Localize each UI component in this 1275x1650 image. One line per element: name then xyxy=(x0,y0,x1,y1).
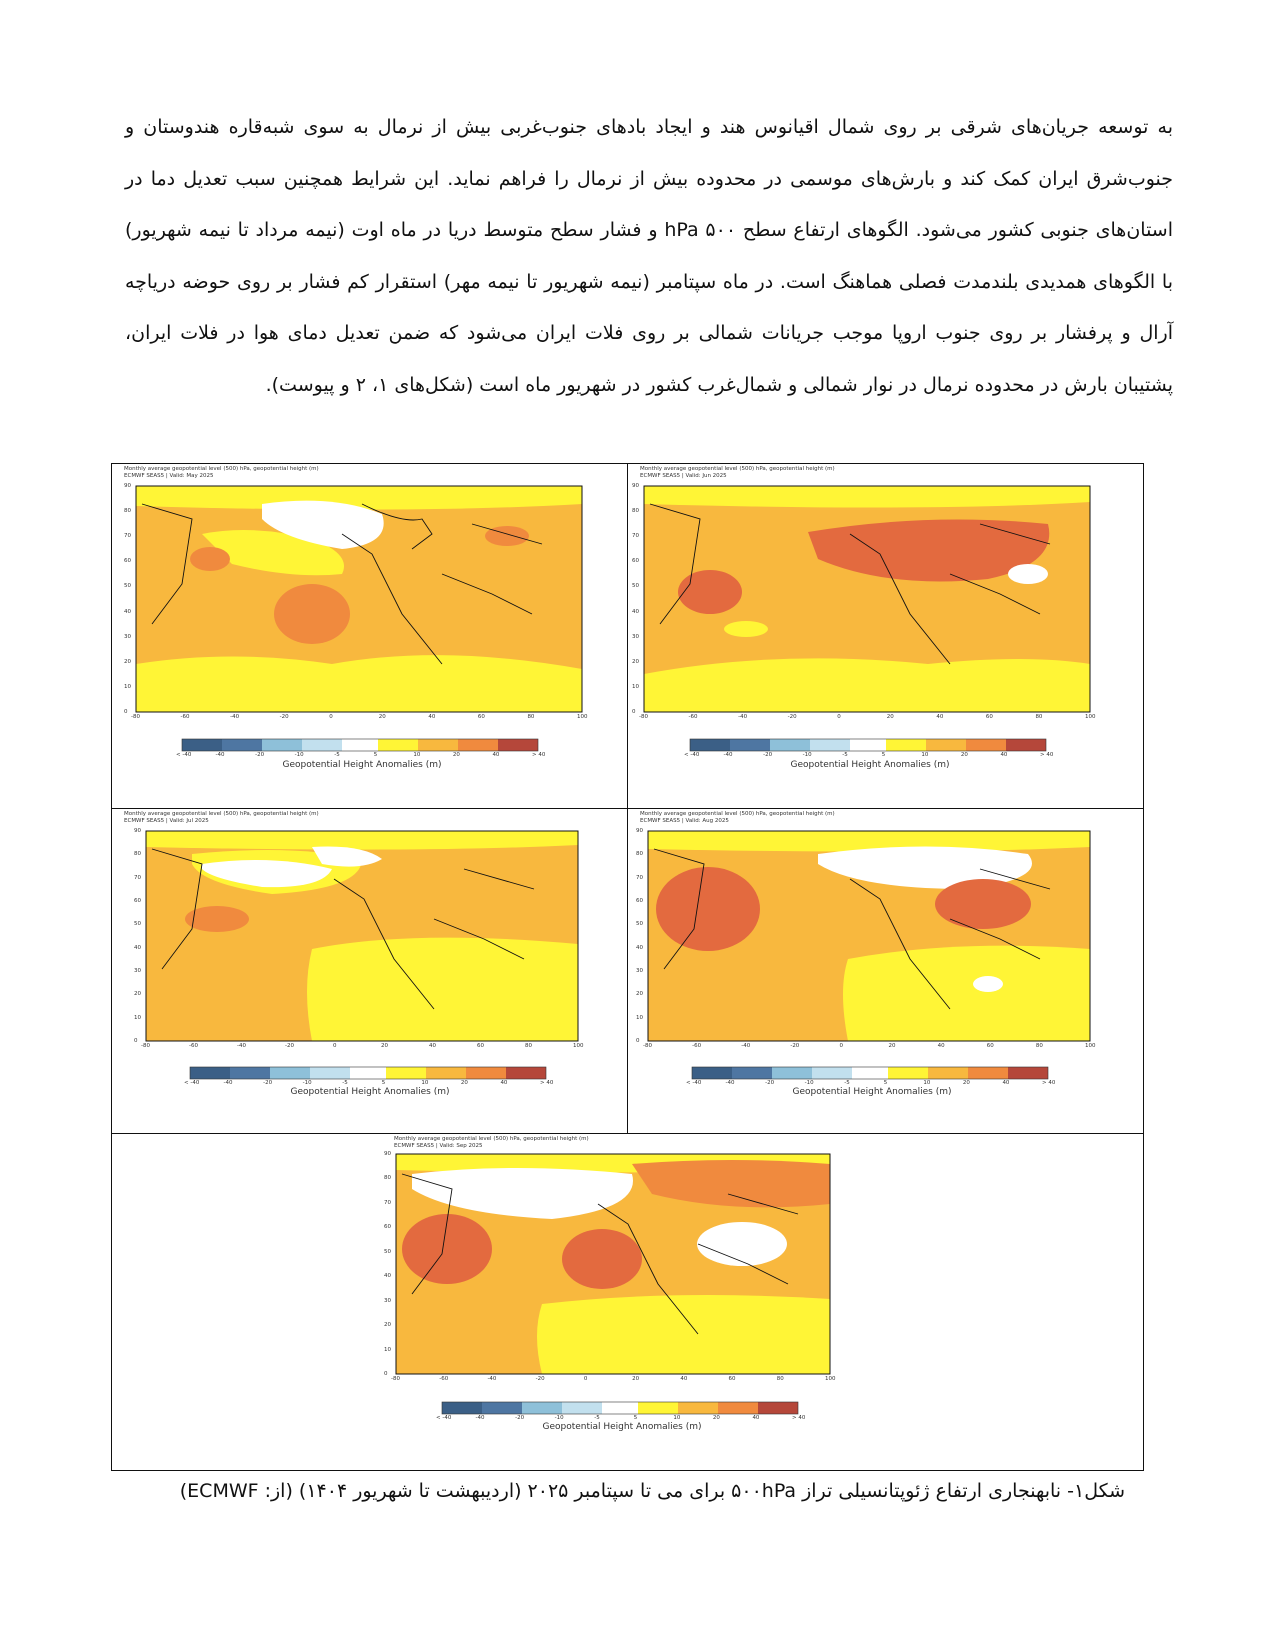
x-tick-label: 0 xyxy=(583,1376,588,1382)
legend-tick-label: -20 xyxy=(255,752,265,758)
y-tick-label: 20 xyxy=(124,658,131,665)
body-paragraph: به توسعه جریان‌های شرقی بر روی شمال اقیانوس هند و ایجاد بادهای جنوب‌غربی بیش از نرمال به سوی شبه‌قاره هندوستان و جنوب‌شرق ایران کمک کند و بارش‌های موسمی در محدوده بیش از نرمال را فراهم نماید. این شرایط همچنین سبب تعدیل دما در استان‌های جنوبی کشور می‌شود. الگوهای ارتفاع سطح ۵۰۰ hPa و فشار سطح متوسط دریا در ماه اوت (نیمه مرداد تا نیمه شهریور) با الگوهای همدیدی بلندمدت فصلی هماهنگ است. در ماه سپتامبر (نیمه شهریور تا نیمه مهر) استقرار کم فشار بر روی حوضه دریاچه آرال و پرفشار بر روی جنوب اروپا موجب جریانات شمالی بر روی فلات ایران می‌شود که ضمن تعدیل دمای هوا در فلات ایران، پشتیبان بارش در محدوده نرمال در نوار شمالی و شمال‌غرب کشور در شهریور ماه است (شکل‌های ۱، ۲ و پیوست). xyxy=(125,116,1174,396)
legend-tick-label: 5 xyxy=(883,1080,888,1086)
legend-tick-label: 10 xyxy=(921,752,929,758)
y-tick-label: 10 xyxy=(632,683,639,690)
legend-tick-label: -5 xyxy=(342,1080,348,1086)
x-tick-label: -40 xyxy=(738,714,748,720)
y-tick-label: 80 xyxy=(632,508,639,515)
panel-subtitle: ECMWF SEAS5 | Valid: May 2025 xyxy=(124,473,214,479)
legend-tick-label: 5 xyxy=(381,1080,386,1086)
figure-caption: شکل۱- نابهنجاری ارتفاع ژئوپتانسیلی تراز ۵۰۰hPa برای می تا سپتامبر ۲۰۲۵ (اردیبهشت تا شهریور ۱۴۰۴) (از: ECMWF) xyxy=(179,1480,1125,1502)
y-tick-label: 30 xyxy=(636,968,643,974)
legend-tick-label: < -40 xyxy=(686,1080,702,1086)
color-legend-bar xyxy=(690,739,1046,751)
panel-subtitle: ECMWF SEAS5 | Valid: Aug 2025 xyxy=(640,818,729,824)
y-tick-label: 40 xyxy=(134,944,141,951)
legend-tick-label: 20 xyxy=(962,1080,970,1086)
legend-tick-label: 20 xyxy=(960,752,968,758)
legend-tick-label: -5 xyxy=(594,1415,600,1421)
x-tick-label: 20 xyxy=(632,1376,640,1382)
y-tick-label: 50 xyxy=(632,583,639,590)
x-tick-label: 40 xyxy=(429,1043,436,1049)
legend-tick-label: -20 xyxy=(263,1080,273,1086)
color-legend-bar xyxy=(190,1067,546,1079)
panel-subtitle: ECMWF SEAS5 | Valid: Jun 2025 xyxy=(640,473,727,479)
y-tick-label: 40 xyxy=(384,1273,391,1280)
legend-tick-label: 40 xyxy=(492,752,500,758)
legend-tick-label: 10 xyxy=(413,752,421,758)
y-tick-label: 0 xyxy=(632,709,636,715)
map-panel-july xyxy=(112,809,628,1134)
y-tick-label: 0 xyxy=(124,709,128,715)
x-tick-label: 80 xyxy=(525,1043,532,1049)
x-tick-label: -20 xyxy=(285,1043,294,1049)
y-tick-label: 60 xyxy=(134,898,141,904)
legend-tick-label: 40 xyxy=(500,1080,508,1086)
legend-tick-label: -5 xyxy=(334,752,340,758)
x-tick-label: -20 xyxy=(535,1376,545,1382)
y-tick-label: 70 xyxy=(632,533,639,540)
x-tick-label: 20 xyxy=(886,714,894,720)
legend-tick-label: -10 xyxy=(554,1415,564,1421)
x-tick-label: -20 xyxy=(279,714,289,720)
x-tick-label: 60 xyxy=(477,1043,484,1049)
y-tick-label: 70 xyxy=(384,1199,391,1206)
legend-tick-label: 20 xyxy=(712,1415,720,1421)
x-tick-label: 80 xyxy=(1035,1043,1043,1049)
y-tick-label: 80 xyxy=(636,851,643,858)
x-tick-label: 40 xyxy=(428,714,436,720)
x-tick-label: 0 xyxy=(837,714,841,720)
legend-label: Geopotential Height Anomalies (m) xyxy=(792,1087,952,1097)
panel-title: Monthly average geopotential level (500) hPa, geopotential height (m) xyxy=(124,466,319,472)
color-legend-bar xyxy=(692,1067,1048,1079)
legend-tick-label: 5 xyxy=(633,1415,638,1421)
legend-tick-label: < -40 xyxy=(184,1080,200,1086)
x-tick-label: -40 xyxy=(237,1043,246,1049)
anomaly-map xyxy=(112,1134,1143,1470)
panel-subtitle: ECMWF SEAS5 | Valid: Jul 2025 xyxy=(124,818,209,824)
y-tick-label: 50 xyxy=(124,583,131,590)
x-tick-label: -80 xyxy=(141,1043,150,1049)
x-tick-label: 60 xyxy=(728,1376,736,1382)
color-legend-bar xyxy=(442,1402,798,1414)
x-tick-label: 100 xyxy=(825,1376,836,1382)
legend-tick-label: 10 xyxy=(673,1415,681,1421)
x-tick-label: -40 xyxy=(230,714,240,720)
y-tick-label: 30 xyxy=(124,633,131,640)
map-panel-september xyxy=(112,1134,1143,1470)
x-tick-label: -20 xyxy=(790,1043,800,1049)
x-tick-label: -60 xyxy=(692,1043,702,1049)
y-tick-label: 70 xyxy=(124,533,131,540)
x-tick-label: -80 xyxy=(639,714,648,720)
x-tick-label: 0 xyxy=(333,1043,337,1049)
legend-tick-label: > 40 xyxy=(792,1415,806,1421)
legend-tick-label: -40 xyxy=(723,752,733,758)
map-panel-august xyxy=(628,809,1143,1134)
x-tick-label: -40 xyxy=(741,1043,751,1049)
y-tick-label: 80 xyxy=(124,508,131,515)
y-tick-label: 10 xyxy=(134,1014,141,1021)
y-tick-label: 30 xyxy=(384,1297,391,1304)
legend-tick-label: < -40 xyxy=(436,1415,452,1421)
legend-tick-label: -10 xyxy=(802,752,812,758)
figure-grid xyxy=(111,463,1144,1471)
y-tick-label: 80 xyxy=(134,851,141,858)
legend-label: Geopotential Height Anomalies (m) xyxy=(290,1087,450,1097)
legend-tick-label: -20 xyxy=(763,752,773,758)
legend-tick-label: -20 xyxy=(765,1080,775,1086)
legend-tick-label: > 40 xyxy=(1040,752,1054,758)
y-tick-label: 40 xyxy=(124,608,131,615)
x-tick-label: -60 xyxy=(439,1376,449,1382)
legend-tick-label: -40 xyxy=(725,1080,735,1086)
legend-tick-label: -40 xyxy=(223,1080,233,1086)
legend-tick-label: 40 xyxy=(1002,1080,1010,1086)
y-tick-label: 10 xyxy=(124,683,131,690)
y-tick-label: 90 xyxy=(124,483,131,489)
x-tick-label: 20 xyxy=(381,1043,388,1049)
y-tick-label: 0 xyxy=(384,1371,388,1377)
x-tick-label: -60 xyxy=(180,714,190,720)
y-tick-label: 0 xyxy=(134,1038,138,1044)
y-tick-label: 10 xyxy=(384,1346,391,1353)
legend-tick-label: -20 xyxy=(515,1415,525,1421)
y-tick-label: 60 xyxy=(384,1224,391,1231)
map-panel-may xyxy=(112,464,628,809)
y-tick-label: 20 xyxy=(384,1322,391,1329)
panel-subtitle: ECMWF SEAS5 | Valid: Sep 2025 xyxy=(394,1143,483,1149)
legend-tick-label: 40 xyxy=(1000,752,1008,758)
legend-tick-label: 20 xyxy=(452,752,460,758)
legend-tick-label: > 40 xyxy=(532,752,546,758)
legend-tick-label: < -40 xyxy=(176,752,192,758)
x-tick-label: -20 xyxy=(787,714,797,720)
x-tick-label: 40 xyxy=(680,1376,688,1382)
y-tick-label: 20 xyxy=(636,991,643,998)
panel-title: Monthly average geopotential level (500) hPa, geopotential height (m) xyxy=(640,466,835,472)
y-tick-label: 30 xyxy=(632,633,639,640)
x-tick-label: 20 xyxy=(888,1043,896,1049)
map-panel-june xyxy=(628,464,1143,809)
legend-tick-label: > 40 xyxy=(540,1080,554,1086)
y-tick-label: 40 xyxy=(632,608,639,615)
legend-tick-label: 40 xyxy=(752,1415,760,1421)
legend-tick-label: -40 xyxy=(215,752,225,758)
x-tick-label: 60 xyxy=(985,714,993,720)
legend-label: Geopotential Height Anomalies (m) xyxy=(282,760,442,770)
legend-tick-label: -40 xyxy=(475,1415,485,1421)
legend-label: Geopotential Height Anomalies (m) xyxy=(790,760,950,770)
panel-title: Monthly average geopotential level (500) hPa, geopotential height (m) xyxy=(124,811,319,817)
legend-tick-label: -5 xyxy=(844,1080,850,1086)
legend-tick-label: -5 xyxy=(842,752,848,758)
y-tick-label: 0 xyxy=(636,1038,640,1044)
y-tick-label: 70 xyxy=(636,874,643,881)
x-tick-label: -80 xyxy=(391,1376,400,1382)
legend-tick-label: -10 xyxy=(804,1080,814,1086)
y-tick-label: 30 xyxy=(134,968,141,974)
y-tick-label: 60 xyxy=(124,558,131,565)
y-tick-label: 90 xyxy=(632,483,639,489)
y-tick-label: 70 xyxy=(134,874,141,881)
panel-title: Monthly average geopotential level (500) hPa, geopotential height (m) xyxy=(394,1136,589,1142)
y-tick-label: 20 xyxy=(632,658,639,665)
y-tick-label: 90 xyxy=(134,828,141,834)
legend-tick-label: > 40 xyxy=(1042,1080,1056,1086)
x-tick-label: 100 xyxy=(577,714,588,720)
x-tick-label: -40 xyxy=(487,1376,497,1382)
y-tick-label: 80 xyxy=(384,1175,391,1182)
x-tick-label: 80 xyxy=(776,1376,784,1382)
panel-title: Monthly average geopotential level (500) hPa, geopotential height (m) xyxy=(640,811,835,817)
x-tick-label: 100 xyxy=(573,1043,584,1049)
x-tick-label: 60 xyxy=(477,714,485,720)
legend-tick-label: 10 xyxy=(923,1080,931,1086)
legend-tick-label: 5 xyxy=(881,752,886,758)
x-tick-label: 0 xyxy=(329,714,333,720)
x-tick-label: 20 xyxy=(378,714,386,720)
y-tick-label: 90 xyxy=(384,1151,391,1157)
legend-label: Geopotential Height Anomalies (m) xyxy=(542,1422,702,1432)
x-tick-label: 80 xyxy=(1035,714,1043,720)
x-tick-label: 60 xyxy=(986,1043,994,1049)
y-tick-label: 50 xyxy=(134,921,141,928)
x-tick-label: -80 xyxy=(131,714,140,720)
legend-tick-label: 5 xyxy=(373,752,378,758)
x-tick-label: 40 xyxy=(937,1043,945,1049)
y-tick-label: 10 xyxy=(636,1014,643,1021)
legend-tick-label: -10 xyxy=(294,752,304,758)
x-tick-label: 40 xyxy=(936,714,944,720)
legend-tick-label: < -40 xyxy=(684,752,700,758)
y-tick-label: 40 xyxy=(636,944,643,951)
y-tick-label: 50 xyxy=(384,1248,391,1255)
x-tick-label: -80 xyxy=(643,1043,652,1049)
y-tick-label: 90 xyxy=(636,828,643,834)
x-tick-label: -60 xyxy=(688,714,698,720)
legend-tick-label: 10 xyxy=(421,1080,429,1086)
x-tick-label: 100 xyxy=(1085,714,1096,720)
y-tick-label: 20 xyxy=(134,991,141,998)
x-tick-label: 0 xyxy=(839,1043,843,1049)
color-legend-bar xyxy=(182,739,538,751)
x-tick-label: 100 xyxy=(1085,1043,1096,1049)
y-tick-label: 50 xyxy=(636,921,643,928)
y-tick-label: 60 xyxy=(632,558,639,565)
x-tick-label: -60 xyxy=(189,1043,198,1049)
x-tick-label: 80 xyxy=(527,714,535,720)
legend-tick-label: 20 xyxy=(460,1080,468,1086)
legend-tick-label: -10 xyxy=(302,1080,312,1086)
y-tick-label: 60 xyxy=(636,898,643,904)
